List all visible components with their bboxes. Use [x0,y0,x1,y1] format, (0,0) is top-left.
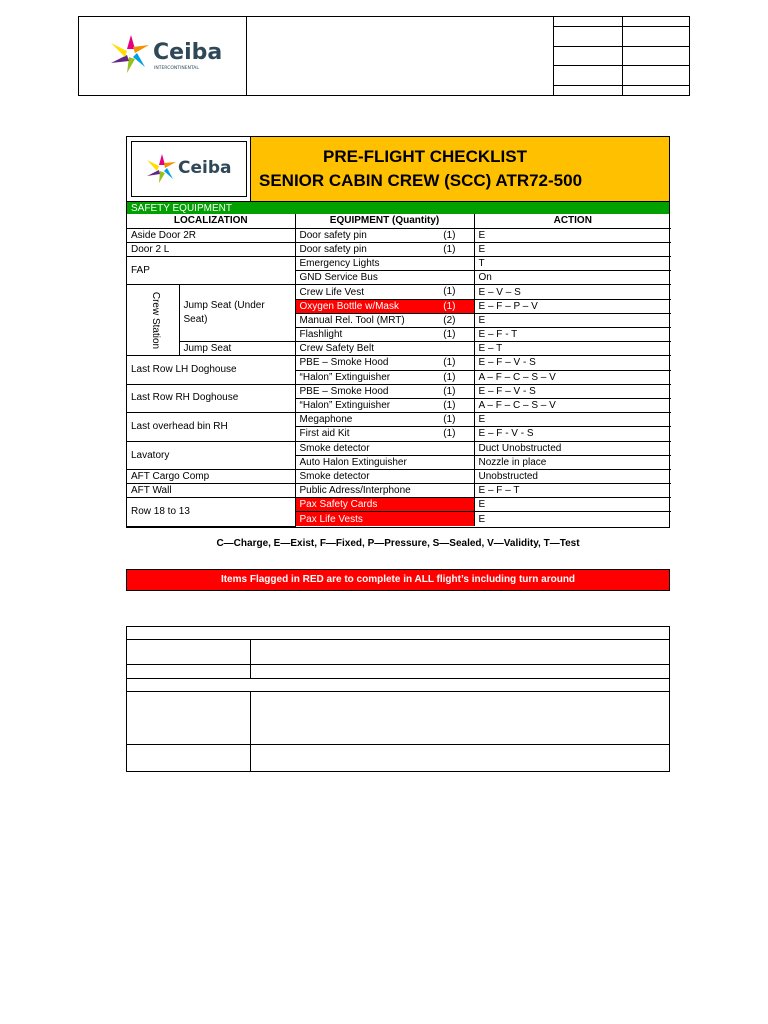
action-cell: A – F – C – S – V [474,370,671,384]
sign-row [127,745,669,771]
table-row [127,257,671,271]
action-cell: E [474,313,671,327]
checklist-title [251,137,669,201]
equipment-cell: Emergency Lights [295,257,474,271]
action-cell: Unobstructed [474,469,671,483]
header-localization: LOCALIZATION [127,214,295,228]
crew-station-cell: Crew Station [127,285,179,356]
table-row [127,356,671,370]
table-row [127,228,671,242]
action-legend: C—Charge, E—Exist, F—Fixed, P—Pressure, S—Sealed, V—Validity, T—Test [216,538,580,549]
table-row [127,384,671,398]
ceiba-logo [79,17,247,95]
document-header [78,16,690,96]
header-info-grid [554,17,690,95]
action-cell: Nozzle in place [474,455,671,469]
loc-cell: Last overhead bin RH [127,413,295,441]
logo-subtitle: INTERCONTINENTAL [154,66,199,71]
equipment-cell: Smoke detector [295,441,474,455]
equipment-cell: “Halon” Extinguisher (1) [295,398,474,412]
action-cell: E [474,413,671,427]
equipment-cell: Manual Rel. Tool (MRT) (2) [295,313,474,327]
action-cell: E [474,512,671,526]
action-cell: E [474,242,671,256]
equipment-cell: GND Service Bus [295,271,474,285]
loc-cell: AFT Wall [127,484,295,498]
table-row [127,242,671,256]
action-cell: T [474,257,671,271]
logo-wordmark: Ceiba [153,40,223,65]
equipment-cell: Megaphone (1) [295,413,474,427]
loc-cell: Last Row RH Doghouse [127,384,295,412]
action-cell: E – F – T [474,484,671,498]
equipment-cell: “Halon” Extinguisher (1) [295,370,474,384]
loc-cell: Lavatory [127,441,295,469]
table-row [127,484,671,498]
action-cell: E – V – S [474,285,671,299]
header-logo-cell [79,17,247,95]
equipment-cell: Door safety pin (1) [295,228,474,242]
sign-row [127,627,669,640]
loc-cell: Jump Seat [179,342,295,356]
section-safety-equipment: SAFETY EQUIPMENT [127,201,669,214]
equipment-cell: Crew Life Vest (1) [295,285,474,299]
equipment-cell-flagged: Oxygen Bottle w/Mask (1) [295,299,474,313]
loc-cell: Row 18 to 13 [127,498,295,526]
equipment-cell: PBE – Smoke Hood (1) [295,356,474,370]
action-cell: E – F – V - S [474,356,671,370]
table-row [127,441,671,455]
action-cell: On [474,271,671,285]
checklist-card [126,136,670,528]
equipment-cell: First aid Kit (1) [295,427,474,441]
action-cell: E – F – V - S [474,384,671,398]
equipment-cell: Auto Halon Extinguisher [295,455,474,469]
loc-cell: Last Row LH Doghouse [127,356,295,384]
action-cell: A – F – C – S – V [474,398,671,412]
ceiba-logo-small [132,142,246,196]
checklist-logo-cell [127,137,251,201]
equipment-cell: Smoke detector [295,469,474,483]
equipment-cell-flagged: Pax Safety Cards [295,498,474,512]
equipment-cell: Public Adress/Interphone [295,484,474,498]
table-row [127,469,671,483]
red-flag-notice: Items Flagged in RED are to complete in ALL flight’s including turn around [126,569,670,591]
title-line-2: SENIOR CABIN CREW (SCC) ATR72-500 [259,171,583,190]
action-cell: E – F - T [474,328,671,342]
header-equipment: EQUIPMENT (Quantity) [295,214,474,228]
sign-row [127,640,669,665]
signature-block [126,626,670,772]
equipment-cell: Door safety pin (1) [295,242,474,256]
equipment-cell-flagged: Pax Life Vests [295,512,474,526]
equipment-cell: Flashlight (1) [295,328,474,342]
table-row [127,413,671,427]
checklist-table [127,214,671,527]
title-line-1: PRE-FLIGHT CHECKLIST [323,147,527,166]
header-action: ACTION [474,214,671,228]
sign-row [127,665,669,679]
sign-row [127,692,669,745]
header-title-cell [247,17,554,95]
loc-cell: Aside Door 2R [127,228,295,242]
logo-wordmark-small: Ceiba [178,158,232,178]
action-cell: E – F – P – V [474,299,671,313]
loc-cell: Door 2 L [127,242,295,256]
table-row [127,342,671,356]
sign-row [127,679,669,692]
loc-cell: Jump Seat (Under Seat) [179,285,295,342]
loc-cell: FAP [127,257,295,285]
action-cell: E [474,498,671,512]
action-cell: E – F - V - S [474,427,671,441]
action-cell: E – T [474,342,671,356]
table-row [127,285,671,299]
equipment-cell: PBE – Smoke Hood (1) [295,384,474,398]
action-cell: Duct Unobstructed [474,441,671,455]
table-header-row [127,214,671,228]
equipment-cell: Crew Safety Belt [295,342,474,356]
checklist-title-row [127,137,669,201]
table-row-flagged [127,498,671,512]
loc-cell: AFT Cargo Comp [127,469,295,483]
action-cell: E [474,228,671,242]
